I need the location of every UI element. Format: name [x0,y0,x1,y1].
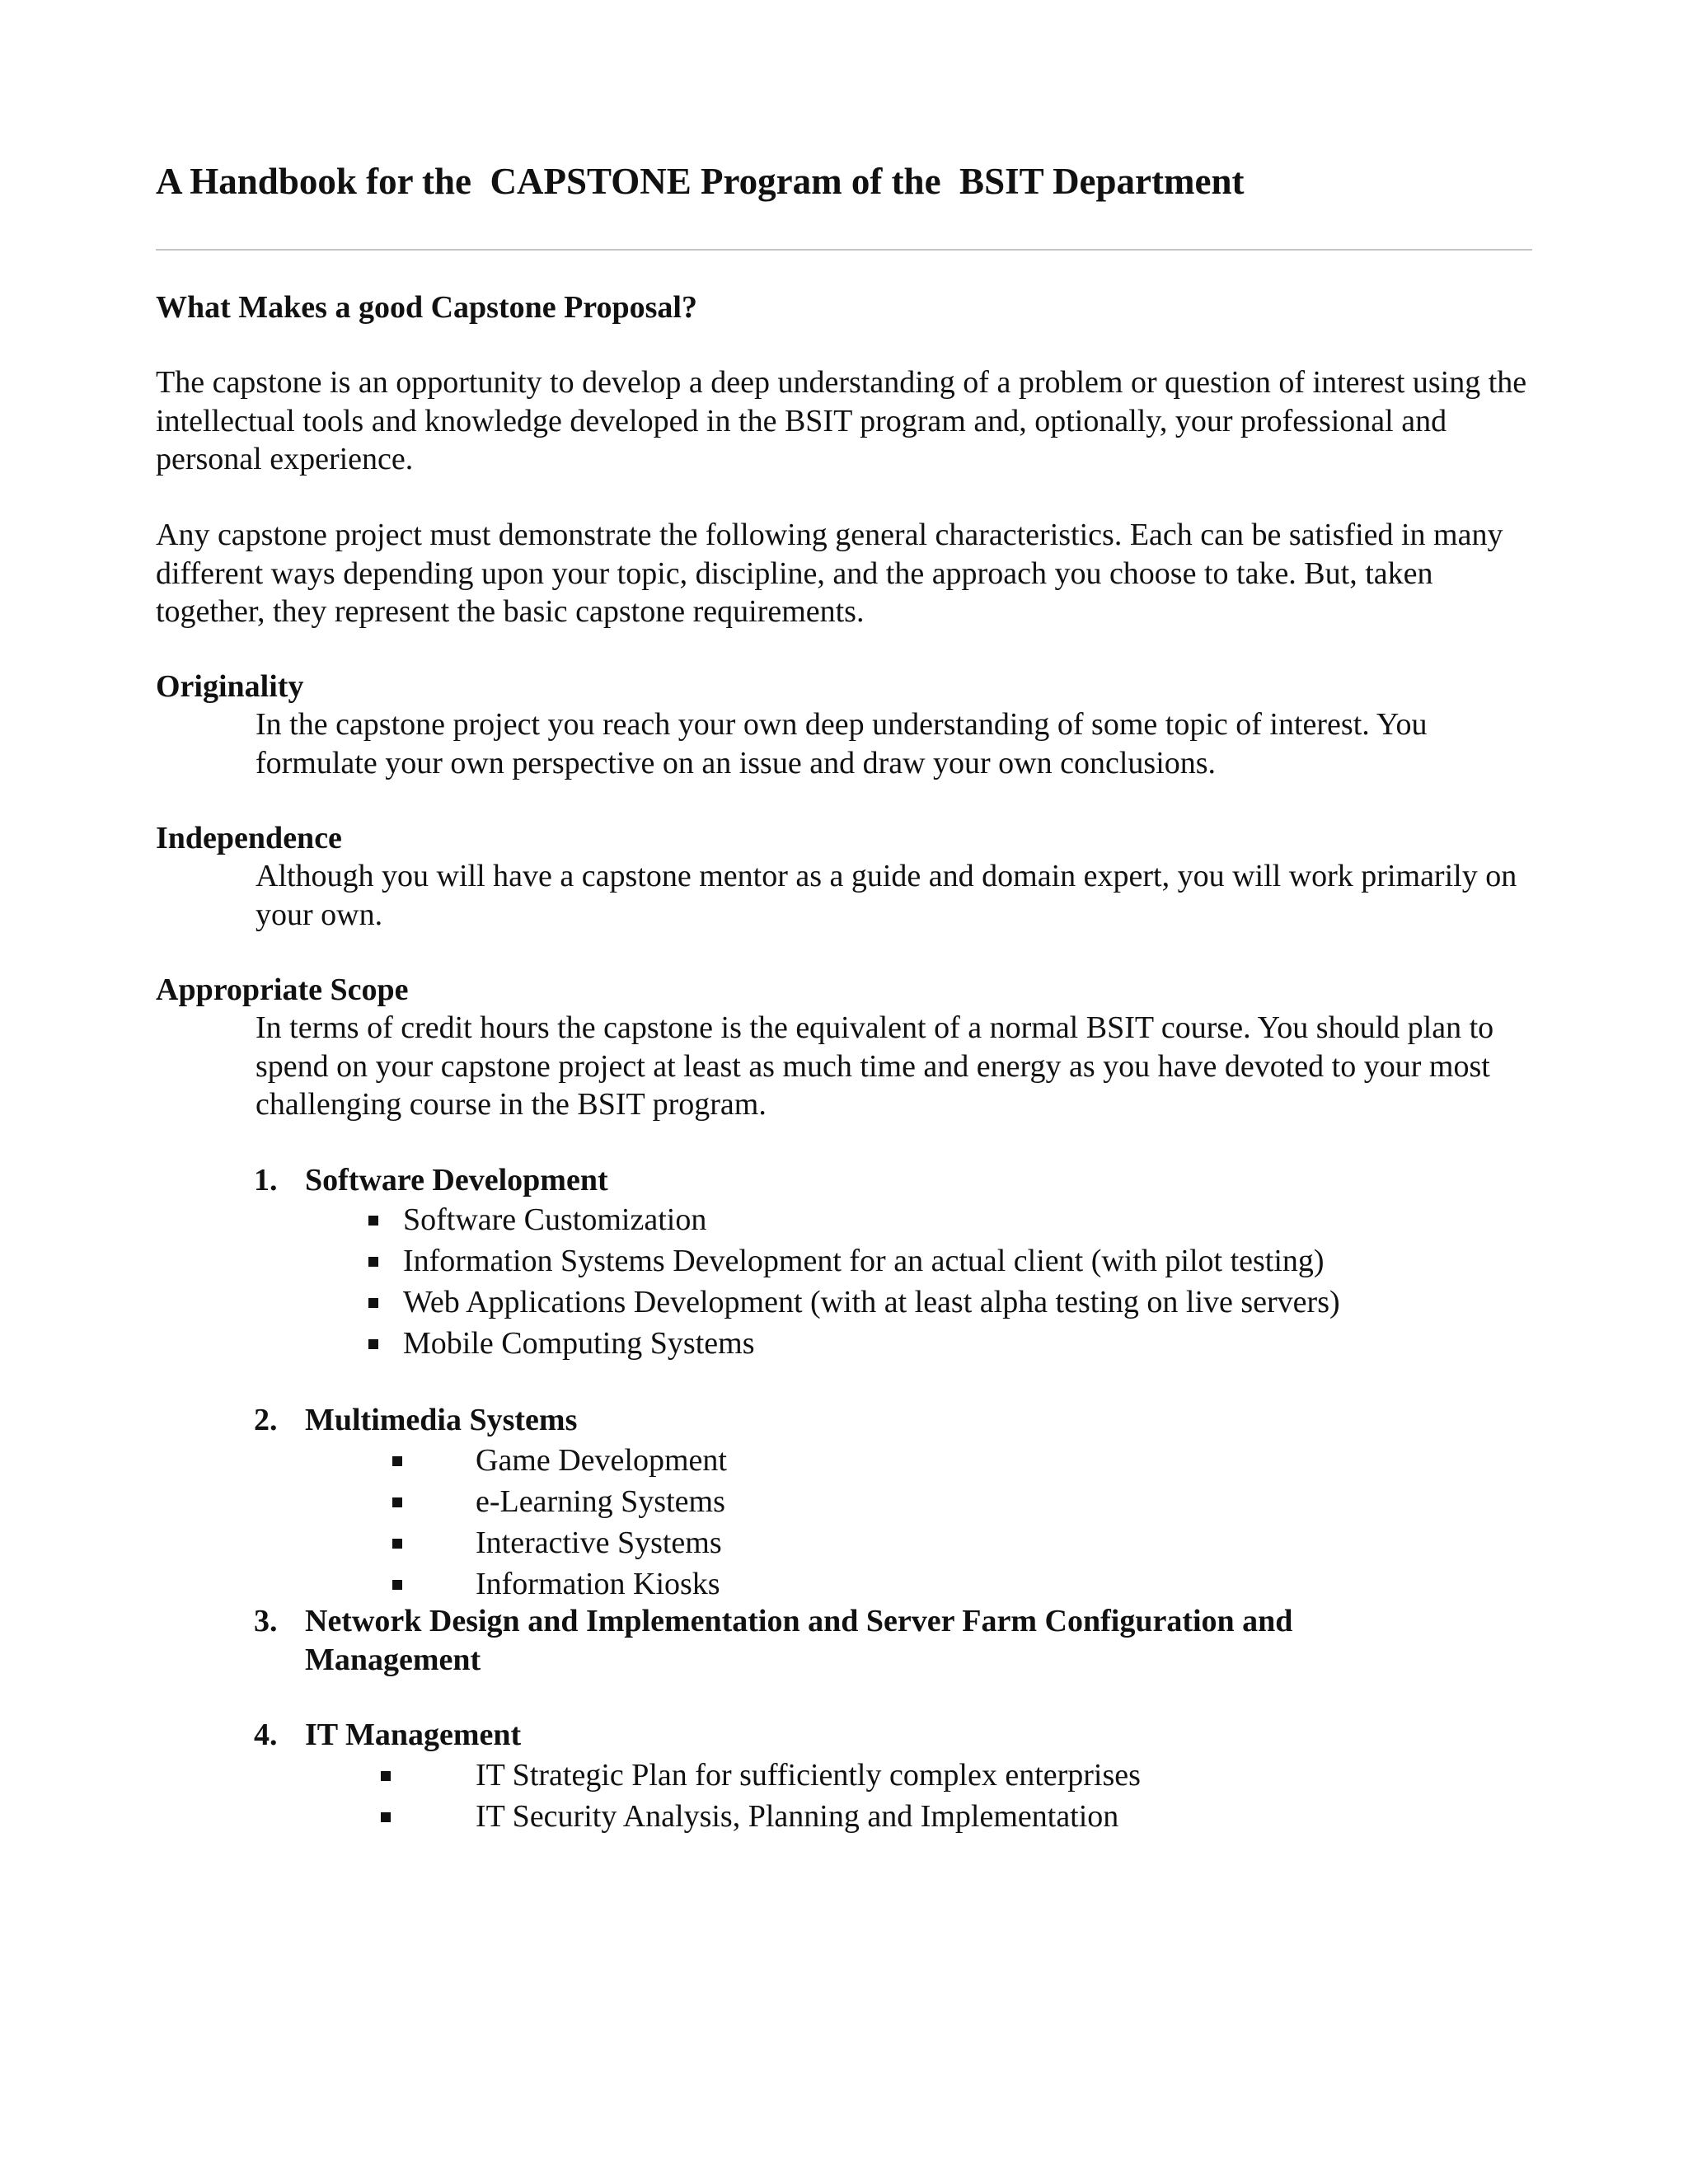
list-item: Mobile Computing Systems [403,1326,755,1361]
characteristic-text: In the capstone project you reach your own deep understanding of some topic of interest. You formulate your own perspective on an issue and draw your own conclusions. [256,707,1428,780]
characteristic-text: Although you will have a capstone mentor as a guide and domain expert, you will work primarily on your own. [256,859,1517,932]
item-label: Network Design and Implementation and Server Farm Configuration and Management [305,1604,1293,1677]
numbered-item [254,1161,1490,1200]
list-item: Software Customization [403,1202,707,1237]
item-number: 1. [254,1163,278,1197]
item-label: Software Development [305,1163,608,1197]
list-item: Web Applications Development (with at least alpha testing on live servers) [403,1285,1340,1319]
list-item: IT Security Analysis, Planning and Implementation [476,1799,1119,1834]
square-bullet-icon [392,1497,402,1507]
square-bullet-icon [381,1771,391,1781]
numbered-item [254,1401,1490,1440]
square-bullet-icon [368,1216,378,1226]
item-label: IT Management [305,1718,522,1752]
document-title: A Handbook for the CAPSTONE Program of the BSIT Department [156,161,1245,202]
list-item: Information Systems Development for an actual client (with pilot testing) [403,1244,1325,1278]
list-item: IT Strategic Plan for sufficiently complex enterprises [476,1758,1141,1793]
square-bullet-icon [368,1257,378,1267]
list-item: Game Development [476,1443,727,1478]
characteristic-heading: Appropriate Scope [156,972,409,1007]
intro-paragraph-1: The capstone is an opportunity to develop a deep understanding of a problem or question of interest using the intellectual tools and knowledge developed in the BSIT program and, optionally, your professional and personal experience. [156,365,1527,476]
characteristic-heading: Independence [156,821,342,855]
characteristic-text: In terms of credit hours the capstone is the equivalent of a normal BSIT course. You should plan to spend on your capstone project at least as much time and energy as you have devoted to your most challenging course in the BSIT program. [256,1010,1494,1122]
title-divider [156,249,1532,251]
numbered-item [254,1602,1507,1680]
intro-paragraph-2: Any capstone project must demonstrate the following general characteristics. Each can be satisfied in many different ways depending upon your topic, discipline, and the approach you choose to take. But, taken together, they represent the basic capstone requirements. [156,518,1503,629]
list-item: e-Learning Systems [476,1484,725,1519]
list-item: Information Kiosks [476,1567,720,1601]
item-number: 3. [254,1604,278,1638]
square-bullet-icon [392,1539,402,1549]
square-bullet-icon [368,1339,378,1349]
item-label: Multimedia Systems [305,1403,578,1437]
item-number: 2. [254,1403,278,1437]
item-number: 4. [254,1718,278,1752]
square-bullet-icon [392,1456,402,1466]
section-heading: What Makes a good Capstone Proposal? [156,290,697,325]
square-bullet-icon [368,1298,378,1308]
list-item: Interactive Systems [476,1526,722,1560]
square-bullet-icon [381,1812,391,1822]
characteristic-heading: Originality [156,669,304,704]
square-bullet-icon [392,1580,402,1590]
numbered-item [254,1716,1490,1755]
